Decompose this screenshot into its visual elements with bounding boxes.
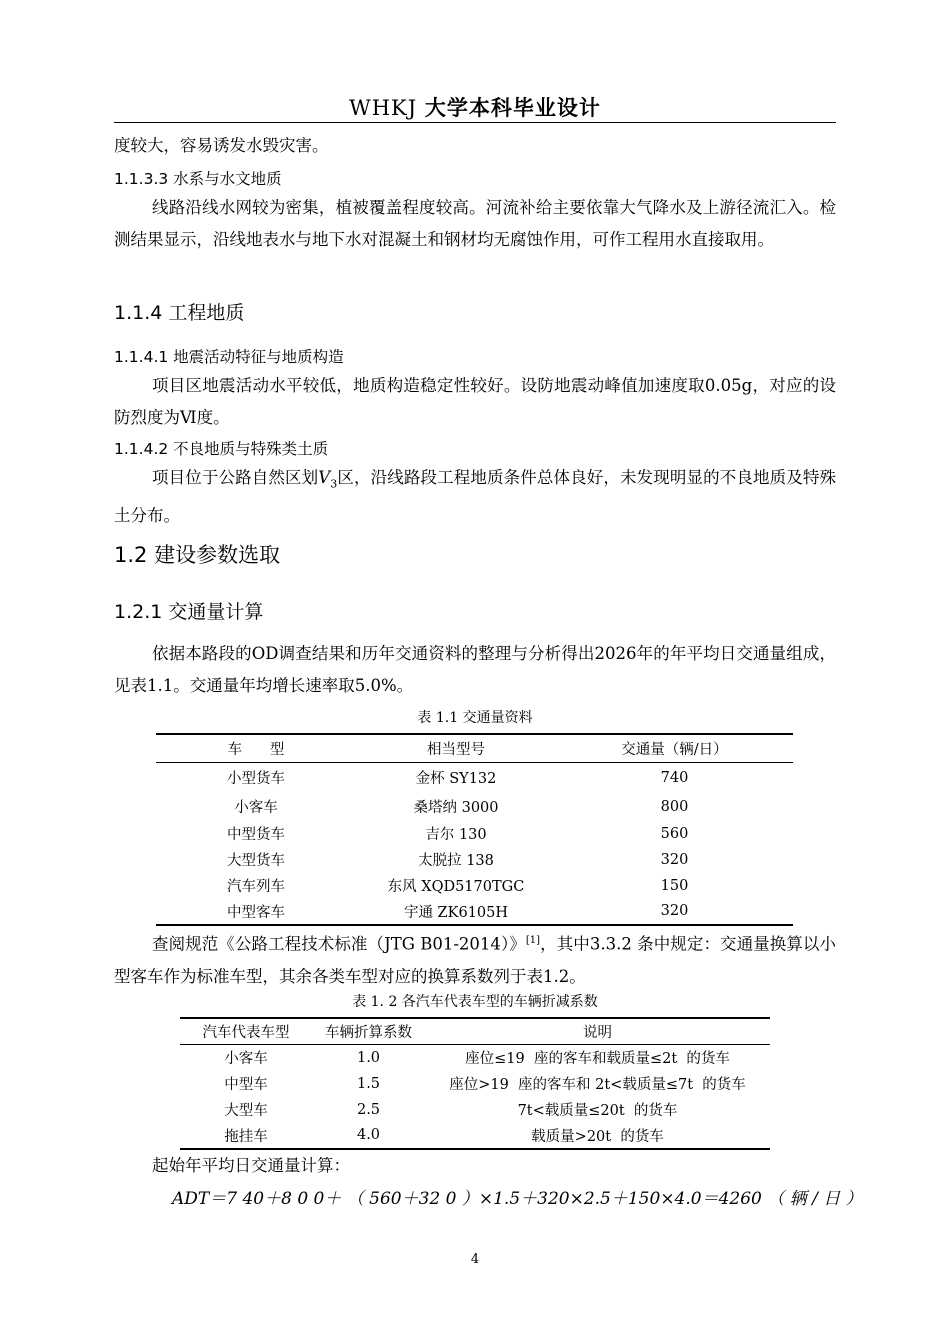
zone-v: V — [318, 468, 331, 487]
calc-intro: 起始年平均日交通量计算： — [152, 1156, 350, 1175]
table-cell: 小客车 — [224, 1051, 268, 1068]
table-cell: 汽车列车 — [227, 879, 285, 895]
standard-text-b: ，其中3.3.2 条中规定：交通量换算以小型客车作为标准车型，其余各类车型对应的换算系数列于表1.2。 — [114, 934, 837, 986]
heading-1-1-4: 1.1.4 工程地质 — [114, 302, 245, 324]
table-cell: 吉尔 130 — [425, 827, 487, 843]
table-row — [156, 821, 793, 847]
table-cell: 1.0 — [356, 1049, 381, 1066]
table-cell: 太脱拉 138 — [418, 853, 494, 869]
table-cell: 大型货车 — [227, 853, 285, 869]
paragraph-hydrology: 线路沿线水网较为密集，植被覆盖程度较高。河流补给主要依靠大气降水及上游径流汇入。检测结果显示，沿线地表水与地下水对混凝土和钢材均无腐蚀作用，可作工程用水直接取用。 — [114, 198, 836, 249]
table-cell: 拖挂车 — [224, 1128, 268, 1145]
table-row — [156, 793, 793, 821]
header-rule — [114, 122, 836, 123]
paragraph-geology — [114, 462, 836, 532]
table-cell: 中型客车 — [227, 904, 285, 921]
table-row — [180, 1071, 770, 1097]
table-cell: 800 — [660, 798, 689, 815]
paragraph-traffic: 依据本路段的OD调查结果和历年交通资料的整理与分析得出2026年的年平均日交通量组成，见表1.1。交通量年均增长速率取5.0%。 — [114, 644, 836, 695]
table-cell: 中型货车 — [227, 827, 285, 843]
paragraph-seismic: 项目区地震活动水平较低，地质构造稳定性较好。设防地震动峰值加速度取0.05g，对应的设防烈度为Ⅵ度。 — [114, 376, 836, 427]
zone-sub: 3 — [330, 477, 338, 491]
table-cell: 1.5 — [356, 1075, 381, 1092]
table-cell: 560 — [660, 825, 689, 842]
standard-text-a: 查阅规范《公路工程技术标准（JTG B01-2014）》 — [152, 934, 526, 954]
heading-1-2: 1.2 建设参数选取 — [114, 543, 281, 567]
table-cell: 小客车 — [234, 800, 278, 816]
traffic-volume-table — [156, 733, 793, 926]
table-cell: 东风 XQD5170TGC — [387, 879, 525, 895]
table-cell: 小型货车 — [227, 771, 285, 788]
table-row — [180, 1097, 770, 1123]
table-row — [156, 899, 793, 925]
table-cell: 金杯 SY132 — [415, 771, 497, 788]
table-cell: 740 — [660, 769, 689, 786]
geology-text-a: 项目位于公路自然区划 — [152, 468, 319, 487]
reference-1: [1] — [525, 935, 541, 946]
table-cell: 大型车 — [224, 1103, 268, 1119]
col-header: 汽车代表车型 — [180, 1018, 312, 1045]
table-row — [156, 847, 793, 873]
conversion-factor-table — [180, 1017, 770, 1150]
header-title: 大学本科毕业设计 — [424, 96, 601, 120]
table-header-row — [180, 1018, 770, 1045]
heading-1-1-4-2: 1.1.4.2 不良地质与特殊类土质 — [114, 440, 329, 458]
table-cell: 150 — [660, 877, 689, 894]
col-header: 交通量（辆/日） — [556, 734, 793, 763]
table-cell: 7t<载质量≤20t 的货车 — [517, 1103, 678, 1119]
table1-caption: 表 1.1 交通量资料 — [417, 710, 533, 726]
table-row — [180, 1045, 770, 1071]
table-row — [156, 873, 793, 899]
table-cell: 4.0 — [356, 1127, 381, 1143]
table-cell: 2.5 — [356, 1101, 381, 1118]
table-cell: 载质量>20t 的货车 — [531, 1128, 664, 1145]
paragraph-standard — [114, 925, 836, 993]
table-cell: 座位≤19 座的客车和载质量≤2t 的货车 — [465, 1051, 730, 1068]
col-header: 车辆折算系数 — [312, 1018, 425, 1045]
table-cell: 320 — [660, 903, 689, 919]
adt-formula: ADT＝7 40＋8 0 0＋ （ 560＋32 0 ）×1.5＋320×2.5＋150×4.0＝4260 （ 辆 / 日 ） — [172, 1189, 863, 1209]
table-cell: 中型车 — [224, 1077, 268, 1093]
table-cell: 320 — [660, 851, 689, 868]
geology-text-b: 区，沿线路段工程地质条件总体良好，未发现明显的不良地质及特殊土分布。 — [114, 468, 837, 526]
header-prefix: WHKJ — [349, 96, 418, 120]
table-cell: 桑塔纳 3000 — [413, 800, 499, 816]
col-header: 说明 — [425, 1018, 770, 1045]
table-row — [180, 1123, 770, 1149]
page-number: 4 — [470, 1252, 480, 1267]
col-header: 相当型号 — [356, 734, 556, 763]
table-header-row — [156, 734, 793, 763]
table-row — [156, 763, 793, 793]
col-header: 车 型 — [156, 734, 356, 763]
heading-1-2-1: 1.2.1 交通量计算 — [114, 601, 264, 623]
table-cell: 宇通 ZK6105H — [403, 904, 509, 921]
table-cell: 座位>19 座的客车和 2t<载质量≤7t 的货车 — [449, 1077, 746, 1093]
heading-1-1-3-3: 1.1.3.3 水系与水文地质 — [114, 170, 282, 188]
page-header — [114, 92, 836, 122]
heading-1-1-4-1: 1.1.4.1 地震活动特征与地质构造 — [114, 348, 344, 366]
paragraph-continued: 度较大，容易诱发水毁灾害。 — [114, 136, 329, 155]
table2-caption: 表 1. 2 各汽车代表车型的车辆折减系数 — [352, 994, 598, 1010]
